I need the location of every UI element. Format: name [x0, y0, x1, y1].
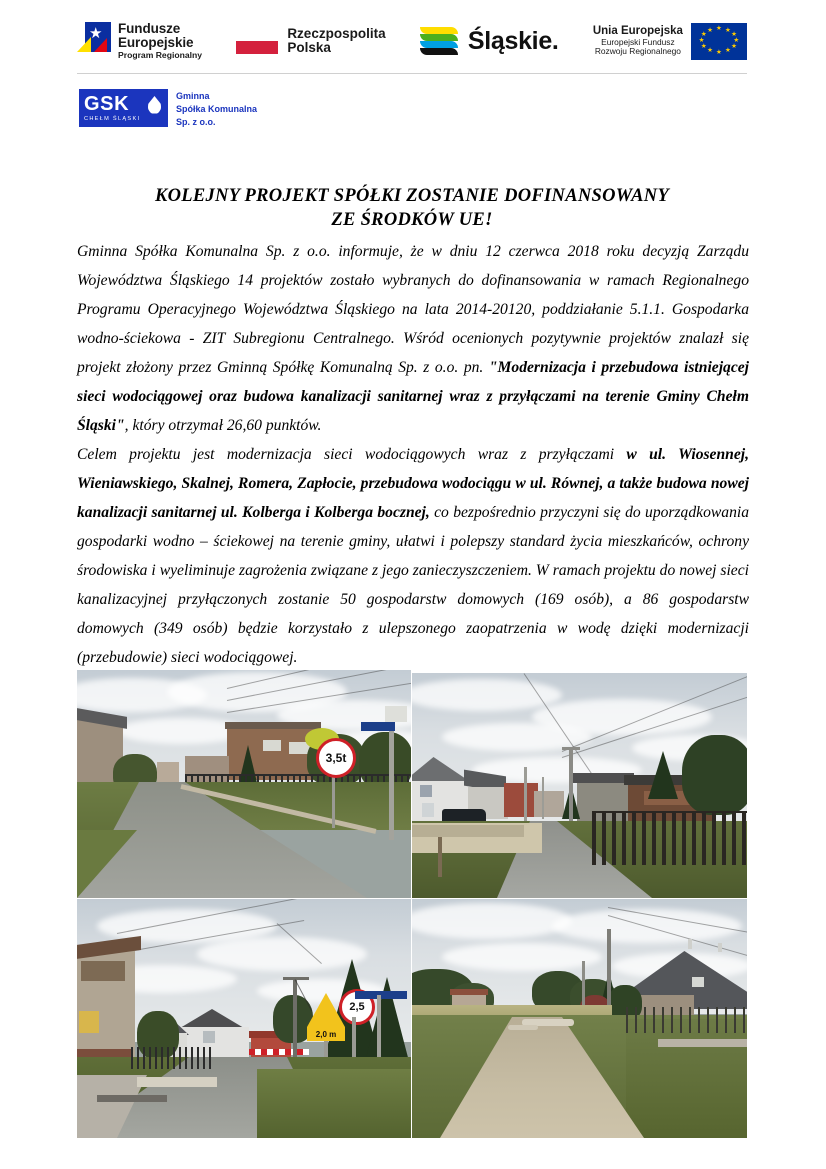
ue-line-2: Europejski Fundusz [601, 37, 675, 48]
slaskie-waves-icon [420, 26, 460, 56]
page-title-line-2: ZE ŚRODKÓW UE! [331, 210, 493, 231]
photo-gallery [77, 670, 747, 1140]
paragraph-2 [77, 440, 749, 672]
article-body [77, 237, 749, 672]
slaskie-wordmark: Śląskie. [467, 26, 559, 55]
ue-line-3: Rozwoju Regionalnego [594, 46, 681, 57]
paragraph-1 [77, 237, 749, 440]
eu-funding-logo-strip [77, 12, 747, 70]
p1-text-b: , który otrzymał 26,60 punktów. [124, 417, 322, 434]
page-title-line-1: KOLEJNY PROJEKT SPÓŁKI ZOSTANIE DOFINANSOWANY [154, 186, 670, 207]
road-sign-height-limit: 2,5 [339, 989, 375, 1025]
header-divider [77, 73, 747, 74]
photo-top-left [77, 670, 411, 898]
fundusze-europejskie-icon: ★ [77, 22, 111, 60]
street-name-sign [361, 722, 395, 731]
fe-line-2: Europejskie [118, 35, 194, 51]
company-logo [79, 89, 257, 129]
unia-europejska-wordmark [593, 25, 683, 57]
p2-text-a: Celem projektu jest modernizacja sieci wodociągowych wraz z przyłączami [77, 446, 627, 463]
polish-flag-icon [236, 28, 278, 54]
ue-line-1: Unia Europejska [592, 25, 683, 38]
fe-line-3: Program Regionalny [118, 49, 203, 60]
p1-text-a: Gminna Spółka Komunalna Sp. z o.o. informuje, że w dniu 12 czerwca 2018 roku decyzją Zarządu Województwa Śląskiego 14 projektów zostało wybranych do dofinansowania w ramach Regionalnego Programu Operacyjnego Województwa Śląskiego na lata 2014-20120, poddziałanie 5.1.1. Gospodarka wodno-ściekowa - ZIT Subregionu Centralnego. Wśród ocenionych pozytywnie projektów znalazł się projekt złożony przez Gminną Spółkę Komunalną Sp. z o.o. pn. [77, 243, 749, 376]
company-name [176, 89, 257, 129]
company-name-line-1: Gminna [176, 91, 210, 101]
rzeczpospolita-wordmark [287, 27, 385, 55]
p1-bold-project-name: "Modernizacja i przebudowa istniejącej sieci wodociągowej oraz budowa kanalizacji sanitarnej wraz z przyłączami na terenie Gminy Chełm Śląski" [77, 359, 749, 434]
rp-line-1: Rzeczpospolita [287, 25, 386, 41]
road-sign-warning-plate: 2,0 m [307, 1027, 345, 1041]
company-name-line-2: Spółka Komunalna [176, 104, 258, 115]
photo-top-right [412, 673, 747, 898]
gsk-logo-main: GSK [84, 93, 130, 115]
fe-line-1: Fundusze [118, 21, 181, 37]
road-sign-weight-limit: 3,5t [316, 738, 356, 778]
eu-flag-icon: ★ ★ ★ ★ ★ ★ ★ ★ ★ ★ ★ ★ [691, 23, 747, 60]
company-name-line-3: Sp. z o.o. [176, 117, 216, 128]
gsk-logo-box [79, 89, 168, 127]
p2-text-b: co bezpośrednio przyczyni się do uporządkowania gospodarki wodno – ściekowej na terenie gminy, ułatwi i polepszy standard życia mieszkańców, ochrony środowiska i wyeliminuje zagrożenia związane z jego zanieczyszczeniem. W ramach projektu do nowej sieci kanalizacyjnej przyłączonych zostanie 50 gospodarstw domowych (169 osób), a 86 gospodarstw domowych (349 osób) będzie korzystało z ulepszonego zaopatrzenia w wodę dzięki modernizacji (przebudowie) sieci wodociągowej. [77, 504, 749, 666]
photo-bottom-right [412, 899, 747, 1138]
street-name-sign-bottom-left [355, 991, 407, 999]
logo-unia-europejska [593, 23, 747, 60]
p2-bold-streets: w ul. Wiosennej, Wieniawskiego, Skalnej, Romera, Zapłocie, przebudowa wodociągu w ul. Równej, a także budowa nowej kanalizacji sanitarnej ul. Kolberga i Kolberga bocznej, [77, 446, 749, 521]
page-title [77, 184, 747, 232]
logo-fundusze-europejskie [77, 22, 202, 60]
logo-rzeczpospolita-polska [236, 27, 385, 55]
fundusze-europejskie-wordmark [118, 22, 202, 59]
logo-slaskie [420, 26, 559, 56]
gsk-logo-sub: CHEŁM ŚLĄSKI [84, 116, 141, 122]
rp-line-2: Polska [287, 40, 331, 55]
photo-bottom-left [77, 899, 411, 1138]
